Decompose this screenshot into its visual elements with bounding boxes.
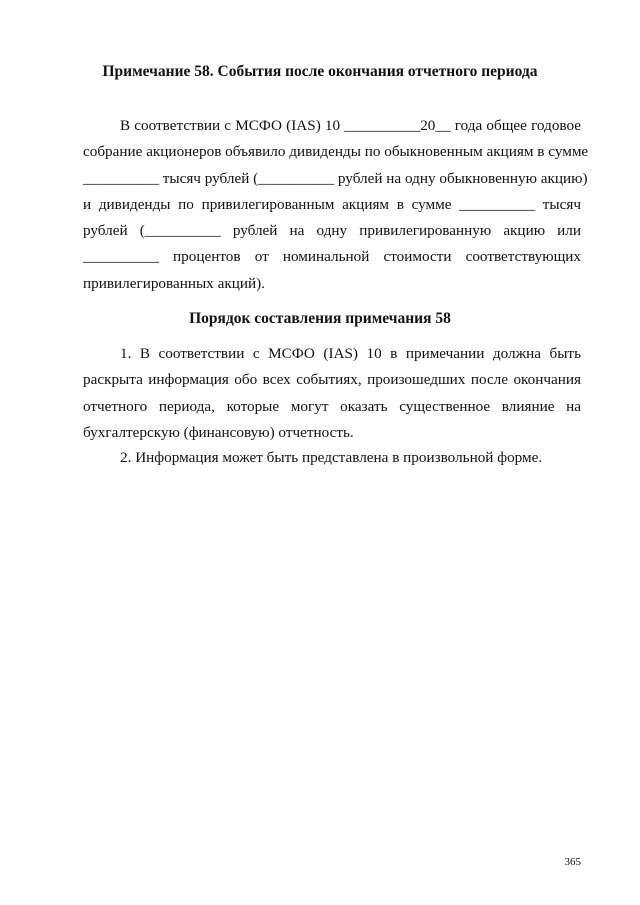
note-paragraph [83, 113, 589, 297]
paragraph-line: В соответствии с МСФО (IAS) 10 __________20__ года общее годовое [120, 117, 581, 134]
page-number: 365 [564, 856, 581, 868]
paragraph-line: раскрыта информация обо всех событиях, произошедших после окончания [83, 371, 581, 389]
paragraph-line: 2. Информация может быть представлена в произвольной форме. [120, 449, 543, 466]
paragraph-line: и дивиденды по привилегированным акциям в сумме __________ тысяч [83, 195, 581, 213]
paragraph-line: собрание акционеров объявило дивиденды по обыкновенным акциям в сумме [83, 143, 589, 161]
instruction-item-1 [83, 341, 581, 446]
paragraph-line: __________ процентов от номинальной стоимости соответствующих [83, 248, 581, 266]
paragraph-line: рублей (__________ рублей на одну привилегированную акцию или [83, 222, 581, 240]
instruction-item-2 [83, 445, 581, 471]
paragraph-line: отчетного периода, которые могут оказать существенное влияние на [83, 397, 581, 415]
paragraph-line: привилегированных акций). [83, 274, 265, 292]
note-title: Примечание 58. События после окончания отчетного периода [102, 63, 538, 80]
paragraph-line: __________ тысяч рублей (__________ рублей на одну обыкновенную акцию) [83, 169, 588, 187]
paragraph-line: 1. В соответствии с МСФО (IAS) 10 в примечании должна быть [120, 345, 581, 362]
paragraph-line: бухгалтерскую (финансовую) отчетность. [83, 423, 354, 441]
section-heading: Порядок составления примечания 58 [189, 310, 451, 327]
